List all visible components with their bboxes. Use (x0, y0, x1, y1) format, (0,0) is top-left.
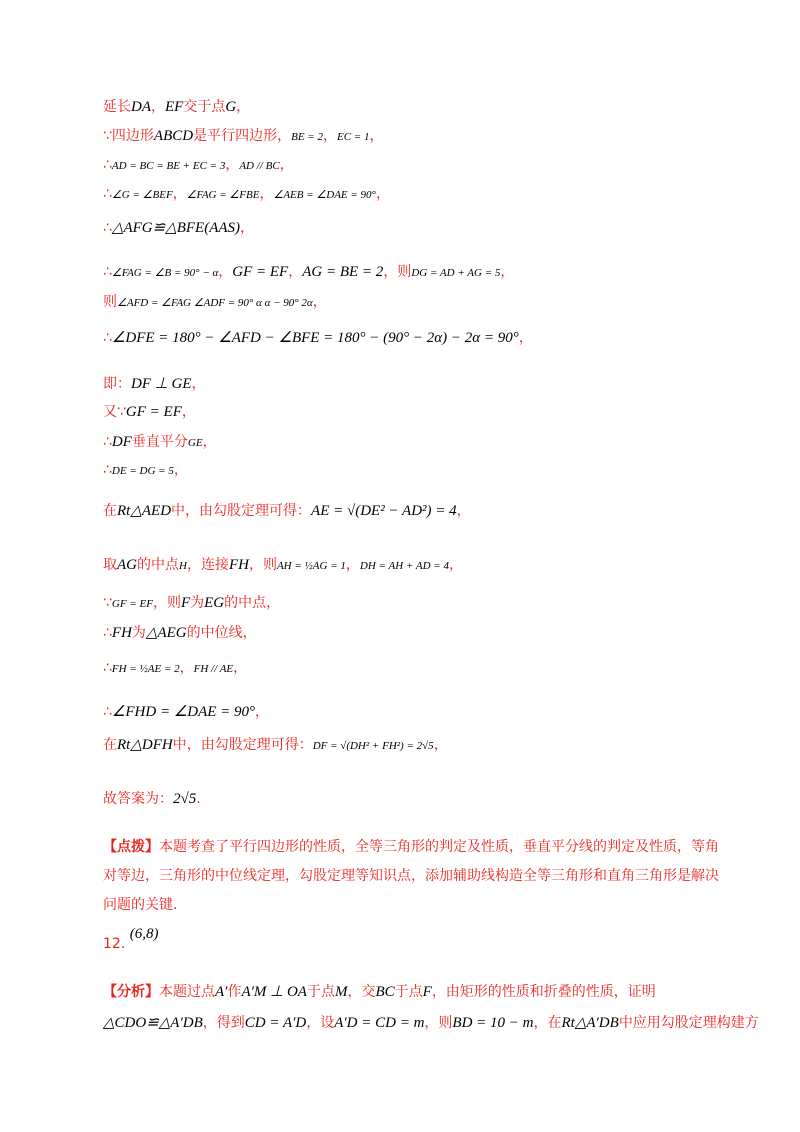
text-segment: ，则 (152, 595, 181, 611)
text-segment: ， (448, 557, 463, 573)
math-expression: ∠FHD = ∠DAE = 90° (111, 704, 256, 720)
text-segment: 是平行四边形， (193, 128, 292, 144)
text-segment: ，得到 (202, 1015, 245, 1031)
math-expression: AG (117, 557, 137, 573)
text-segment: ∴ (103, 660, 112, 676)
text-segment: ， (240, 220, 255, 236)
text-segment: ，则 (424, 1015, 453, 1031)
math-expression: AE = √(DE² − AD²) = 4 (311, 503, 457, 519)
text-segment: 取 (103, 557, 117, 573)
analysis-line-2 (103, 1013, 759, 1033)
math-expression: DH = AH + AD = 4 (359, 560, 449, 572)
math-expression: DF ⊥ GE (131, 376, 192, 392)
math-expression: Rt△DFH (117, 737, 173, 753)
text-segment: 在 (103, 737, 117, 753)
math-expression: ∠AFD = ∠FAG ∠ADF = 90° α α − 90° 2α (117, 297, 313, 309)
math-expression: GF = EF (111, 598, 153, 610)
math-expression: Rt△AED (117, 503, 172, 519)
solution-line-2 (103, 126, 383, 147)
text-segment: ， (433, 737, 448, 753)
text-segment: ，交 (347, 984, 376, 1000)
math-expression: EC = 1 (336, 131, 370, 143)
text-segment: ∵ (103, 595, 112, 611)
text-segment: ，连接 (186, 557, 229, 573)
math-expression: ABCD (153, 128, 194, 144)
math-expression: AG = BE = 2 (302, 264, 384, 280)
math-expression: GF = EF (232, 264, 289, 280)
text-segment: ， (191, 376, 206, 392)
text-segment: 本题过点 (159, 984, 215, 1000)
text-segment: 则 (103, 294, 117, 310)
text-segment: ， (345, 557, 360, 573)
math-expression: A′D = CD = m (334, 1015, 425, 1031)
solution-line-11 (103, 432, 217, 453)
text-segment: ， (179, 660, 194, 676)
question-number: 12. (103, 936, 126, 952)
text-segment: ∴ (103, 157, 112, 173)
math-expression: EG (204, 595, 225, 611)
text-segment: ， (236, 99, 251, 115)
math-expression: Rt△A′DB (561, 1015, 619, 1031)
text-segment: 垂直平分 (131, 434, 188, 450)
text-segment: 为 (190, 595, 205, 611)
math-expression: DA (131, 99, 151, 115)
solution-line-1 (103, 97, 250, 117)
tip-text: 本题考查了平行四边形的性质，全等三角形的判定及性质，垂直平分线的判定及性质，等角对等边，三角形的中位线定理，勾股定理等知识点，添加辅助线构造全等三角形和直角三角形是解决问题的关键. (103, 839, 719, 913)
text-segment: ，则 (248, 557, 277, 573)
text-segment: ， (375, 186, 390, 202)
text-segment: ， (181, 404, 196, 420)
analysis-label: 【分析】 (103, 984, 159, 1000)
text-segment: 于点 (306, 984, 335, 1000)
math-expression: DE = DG = 5 (111, 465, 174, 477)
text-segment: ∴ (103, 264, 112, 280)
tip-label: 【点拨】 (103, 839, 159, 855)
solution-line-17 (103, 658, 247, 679)
text-segment: . (196, 791, 201, 807)
text-segment: ，在 (533, 1015, 562, 1031)
solution-line-20 (103, 789, 201, 809)
text-segment: 的中点 (137, 557, 179, 573)
text-segment: ∵四边形 (103, 128, 154, 144)
solution-line-6 (103, 262, 514, 283)
text-segment: ， (456, 503, 471, 519)
math-expression: FH (228, 557, 249, 573)
text-segment: ， (202, 434, 217, 450)
math-expression: F (180, 595, 191, 611)
text-segment: ∴ (103, 704, 112, 720)
math-expression: A′M ⊥ OA (241, 984, 307, 1000)
math-expression: GE (187, 437, 203, 449)
text-segment: ， (255, 704, 270, 720)
text-segment: ∴ (103, 186, 112, 202)
text-segment: ， (369, 128, 384, 144)
text-segment: ∴ (103, 625, 112, 641)
text-segment: ， (233, 660, 248, 676)
solution-line-4 (103, 184, 390, 205)
math-expression: △CDO≌△A′DB (103, 1015, 203, 1031)
question-line (103, 926, 159, 954)
text-segment: ， (500, 264, 515, 280)
question-answer: (6,8) (129, 926, 159, 942)
text-segment: ， (225, 157, 240, 173)
math-expression: M (334, 984, 348, 1000)
text-segment: 中应用勾股定理构建方 (618, 1015, 759, 1031)
math-expression: DF = √(DH² + FH²) = 2√5 (312, 740, 434, 752)
math-expression: FH (111, 625, 132, 641)
text-segment: ， (173, 462, 188, 478)
math-expression: AH = ½AG = 1 (276, 560, 346, 572)
text-segment: ∴ (103, 434, 112, 450)
text-segment: 故答案为： (103, 791, 173, 807)
text-segment: ， (151, 99, 165, 115)
text-segment: ，则 (383, 264, 412, 280)
math-expression: EF (165, 99, 184, 115)
text-segment: ，设 (306, 1015, 335, 1031)
text-segment: 作 (227, 984, 242, 1000)
text-segment: 又∵ (103, 404, 126, 420)
math-expression: △AFG≌△BFE(AAS) (111, 220, 241, 236)
solution-line-7 (103, 292, 327, 313)
solution-line-10 (103, 402, 196, 422)
solution-line-8 (103, 328, 533, 348)
text-segment: 即： (103, 376, 131, 392)
math-expression: ∠DFE = 180° − ∠AFD − ∠BFE = 180° − (90° − 2α) − 2α = 90° (111, 330, 519, 346)
solution-line-19 (103, 735, 448, 756)
math-expression: A′ (215, 984, 228, 1000)
math-expression: H (179, 560, 187, 572)
math-expression: DF (111, 434, 132, 450)
analysis-line-1 (103, 982, 656, 1002)
math-expression: 2√5 (173, 791, 197, 807)
math-expression: BD = 10 − m (452, 1015, 534, 1031)
text-segment: ， (172, 186, 187, 202)
text-segment: ， (288, 264, 303, 280)
math-expression: DG = AD + AG = 5 (411, 267, 501, 279)
text-segment: ， (218, 264, 233, 280)
math-expression: ∠G = ∠BEF (111, 189, 173, 201)
text-segment: 在 (103, 503, 117, 519)
math-expression: G (225, 99, 237, 115)
text-segment: 延长 (103, 99, 131, 115)
math-expression: GF = EF (125, 404, 182, 420)
text-segment: 中，由勾股定理可得： (171, 503, 312, 519)
math-expression: △AEG (145, 625, 187, 641)
solution-line-12 (103, 460, 188, 481)
text-segment: ， (279, 157, 294, 173)
text-segment: 交于点 (183, 99, 226, 115)
text-segment: 的中位线， (186, 625, 257, 641)
text-segment: 中，由勾股定理可得： (172, 737, 313, 753)
text-segment: 为 (131, 625, 146, 641)
math-expression: CD = A′D (244, 1015, 307, 1031)
text-segment: ， (259, 186, 274, 202)
math-expression: ∠FAG = ∠FBE (186, 189, 260, 201)
math-expression: FH // AE (193, 663, 234, 675)
math-expression: BE = 2 (291, 131, 323, 143)
solution-line-9 (103, 374, 206, 394)
text-segment: 的中点， (224, 595, 281, 611)
solution-line-3 (103, 155, 294, 176)
math-expression: AD = BC = BE + EC = 3 (111, 160, 226, 172)
math-expression: BC (375, 984, 395, 1000)
text-segment: ∴ (103, 220, 112, 236)
solution-line-5 (103, 218, 254, 238)
text-segment: ∴ (103, 462, 112, 478)
text-segment: ， (312, 294, 327, 310)
text-segment: ， (518, 330, 533, 346)
text-segment: 于点 (394, 984, 423, 1000)
solution-line-13 (103, 501, 471, 521)
tip-paragraph (103, 833, 720, 920)
math-expression: FH = ½AE = 2 (111, 663, 180, 675)
math-expression: ∠AEB = ∠DAE = 90° (273, 189, 376, 201)
text-segment: ，由矩形的性质和折叠的性质，证明 (431, 984, 656, 1000)
solution-line-15 (103, 593, 280, 614)
math-expression: F (422, 984, 432, 1000)
text-segment: ， (322, 128, 337, 144)
math-expression: ∠FAG = ∠B = 90° − α (111, 267, 219, 279)
solution-line-18 (103, 702, 269, 722)
solution-line-16 (103, 623, 257, 643)
solution-line-14 (103, 555, 463, 576)
math-expression: AD // BC (239, 160, 280, 172)
text-segment: ∴ (103, 330, 112, 346)
